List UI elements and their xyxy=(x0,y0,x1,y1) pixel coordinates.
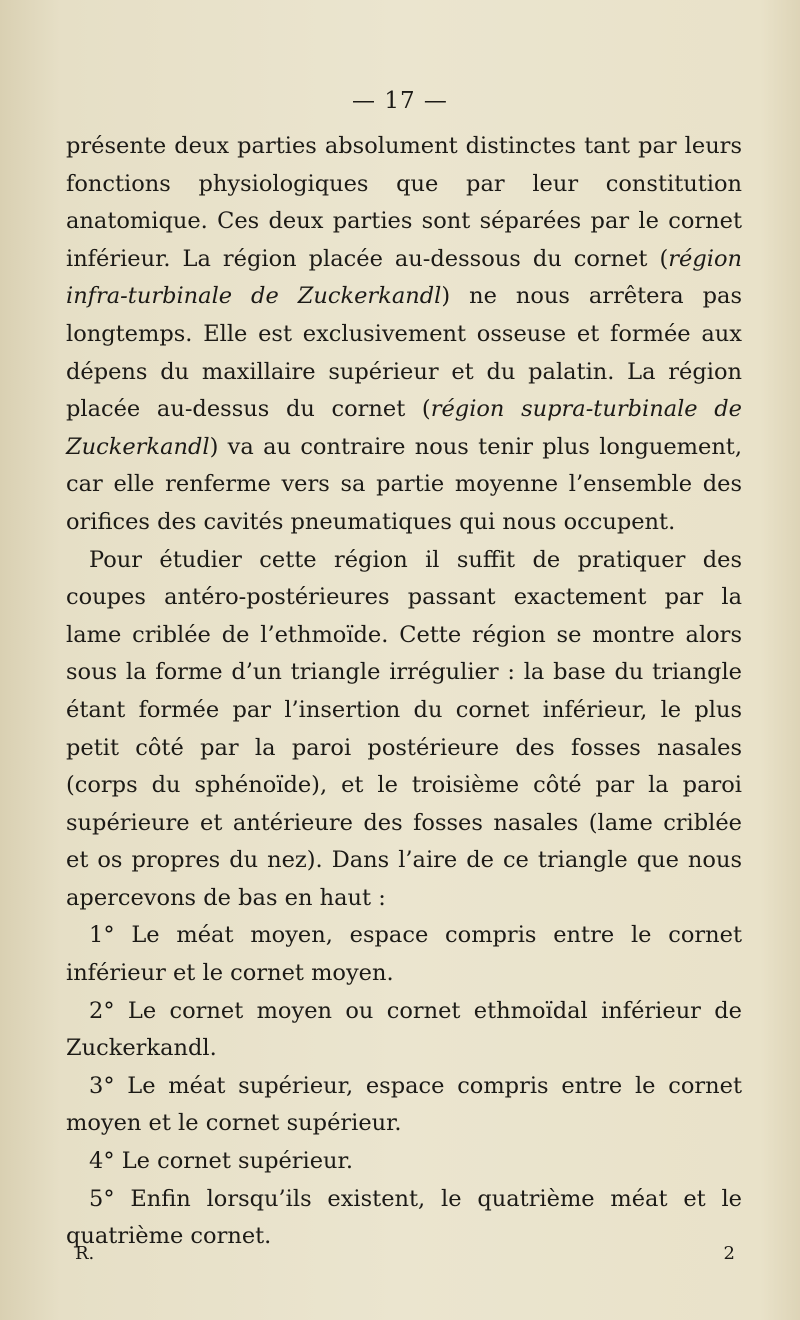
italic-term: région infra-turbinale de Zuckerkandl xyxy=(66,245,742,310)
text-run: présente deux parties absolument distinctes tant par leurs fonctions physiologiques que par leur constitution anatomique. Ces deux parties sont séparées par le cornet inférieur. La région placée au-dessous du cornet ( xyxy=(66,133,742,272)
paragraph-intro xyxy=(66,128,742,542)
page-number: — 17 — xyxy=(352,88,448,114)
paragraph-method xyxy=(66,542,742,918)
signature-number: 2 xyxy=(723,1243,735,1264)
italic-term: région supra-turbinale de Zuckerkandl xyxy=(66,396,743,460)
text-run: ) va au contraire nous tenir plus longuement, car elle renferme vers sa partie moyenne l’ensemble des orifices des cavités pneumatiques qui nous occupent. xyxy=(66,433,742,535)
list-item-3 xyxy=(66,1068,742,1143)
text-run: 5° Enfin lorsqu’ils existent, le quatrième méat et le quatrième cornet. xyxy=(66,1185,742,1250)
list-item-1 xyxy=(66,917,742,992)
text-run: 2° Le cornet moyen ou cornet ethmoïdal inférieur de Zuckerkandl. xyxy=(66,997,742,1062)
text-run: 4° Le cornet supérieur. xyxy=(89,1148,353,1175)
text-run: Pour étudier cette région il suffit de pratiquer des coupes antéro-postérieures passant exactement par la lame criblée de l’ethmoïde. Cette région se montre alors sous la forme d’un triangle irrégulier : la base du triangle étant formée par l’insertion du cornet inférieur, le plus petit côté par la paroi postérieure des fosses nasales (corps du sphénoïde), et le troisième côté par la paroi supérieure et antérieure des fosses nasales (lame criblée et os propres du nez). Dans l’aire de ce triangle que nous apercevons de bas en haut : xyxy=(66,546,742,911)
text-run: 3° Le méat supérieur, espace compris entre le cornet moyen et le cornet supérieur. xyxy=(66,1072,742,1137)
body-text xyxy=(66,128,742,1256)
list-item-4 xyxy=(66,1143,742,1181)
signature-mark: R. xyxy=(75,1243,95,1264)
text-run: ) ne nous arrêtera pas longtemps. Elle est exclusivement osseuse et formée aux dépens du maxillaire supérieur et du palatin. La région placée au-dessus du cornet ( xyxy=(66,283,742,423)
list-item-2 xyxy=(66,993,742,1068)
page-footer xyxy=(75,1243,735,1264)
text-run: 1° Le méat moyen, espace compris entre le cornet inférieur et le cornet moyen. xyxy=(66,922,742,987)
